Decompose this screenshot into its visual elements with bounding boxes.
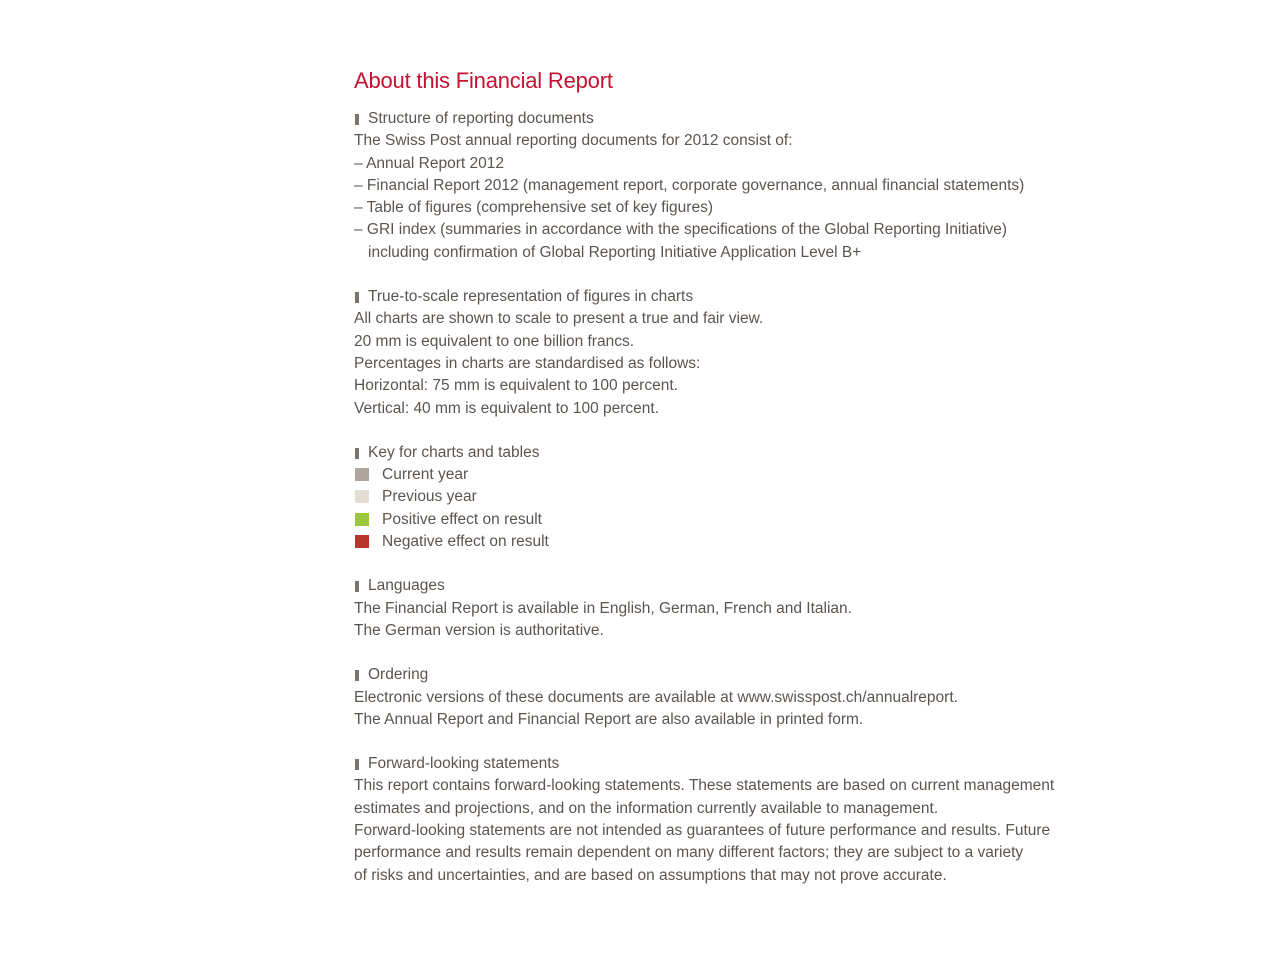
- ordering-line: The Annual Report and Financial Report are also available in printed form.: [354, 710, 864, 728]
- section-languages: [354, 575, 1154, 642]
- key-item-positive-effect: Positive effect on result: [354, 509, 1154, 531]
- forward-line: performance and results remain dependent on many different factors; they are subject to a variety: [354, 844, 1024, 862]
- forward-line: This report contains forward-looking statements. These statements are based on current management: [354, 777, 1055, 795]
- section-heading-scale: True-to-scale representation of figures in charts: [354, 286, 1154, 308]
- heading-marker-icon: [355, 581, 359, 592]
- section-heading-structure: Structure of reporting documents: [354, 108, 1154, 130]
- structure-line: including confirmation of Global Reporting Initiative Application Level B+: [368, 243, 862, 261]
- section-heading-languages: Languages: [354, 575, 1154, 597]
- scale-line: 20 mm is equivalent to one billion francs.: [354, 332, 635, 350]
- scale-line: All charts are shown to scale to present a true and fair view.: [354, 310, 764, 328]
- section-heading-ordering: Ordering: [354, 664, 1154, 686]
- forward-line: Forward-looking statements are not intended as guarantees of future performance and results. Future: [354, 822, 1051, 840]
- section-structure: [354, 108, 1154, 264]
- financial-report-page: [354, 66, 1154, 909]
- languages-line: The Financial Report is available in English, German, French and Italian.: [354, 599, 852, 617]
- section-heading-key: Key for charts and tables: [354, 442, 1154, 464]
- section-key: [354, 442, 1154, 553]
- heading-marker-icon: [355, 292, 359, 303]
- key-item-current-year: Current year: [354, 464, 1154, 486]
- previous-year-swatch-icon: [355, 490, 369, 503]
- section-scale: [354, 286, 1154, 420]
- section-heading-forward-looking: Forward-looking statements: [354, 753, 1154, 775]
- section-ordering: [354, 664, 1154, 731]
- forward-line: of risks and uncertainties, and are based on assumptions that may not prove accurate.: [354, 866, 947, 884]
- structure-line: The Swiss Post annual reporting documents for 2012 consist of:: [354, 132, 793, 150]
- structure-line: – Table of figures (comprehensive set of key figures): [354, 199, 713, 217]
- heading-marker-icon: [355, 114, 359, 125]
- current-year-swatch-icon: [355, 468, 369, 481]
- heading-marker-icon: [355, 670, 359, 681]
- languages-line: The German version is authoritative.: [354, 621, 604, 639]
- ordering-line: Electronic versions of these documents are available at www.swisspost.ch/annualreport.: [354, 688, 958, 706]
- structure-line: – Annual Report 2012: [354, 154, 504, 172]
- scale-line: Horizontal: 75 mm is equivalent to 100 percent.: [354, 377, 678, 395]
- key-item-previous-year: Previous year: [354, 486, 1154, 508]
- positive-effect-swatch-icon: [355, 513, 369, 526]
- scale-line: Vertical: 40 mm is equivalent to 100 percent.: [354, 399, 659, 417]
- heading-marker-icon: [355, 759, 359, 770]
- forward-line: estimates and projections, and on the information currently available to management.: [354, 799, 939, 817]
- structure-line: – GRI index (summaries in accordance with the specifications of the Global Reporting Initiative): [354, 221, 1008, 239]
- scale-line: Percentages in charts are standardised as follows:: [354, 354, 701, 372]
- structure-line: – Financial Report 2012 (management report, corporate governance, annual financial statements): [354, 176, 1025, 194]
- negative-effect-swatch-icon: [355, 535, 369, 548]
- section-forward-looking: [354, 753, 1154, 887]
- page-title: About this Financial Report: [354, 68, 613, 93]
- key-item-negative-effect: Negative effect on result: [354, 531, 1154, 553]
- heading-marker-icon: [355, 448, 359, 459]
